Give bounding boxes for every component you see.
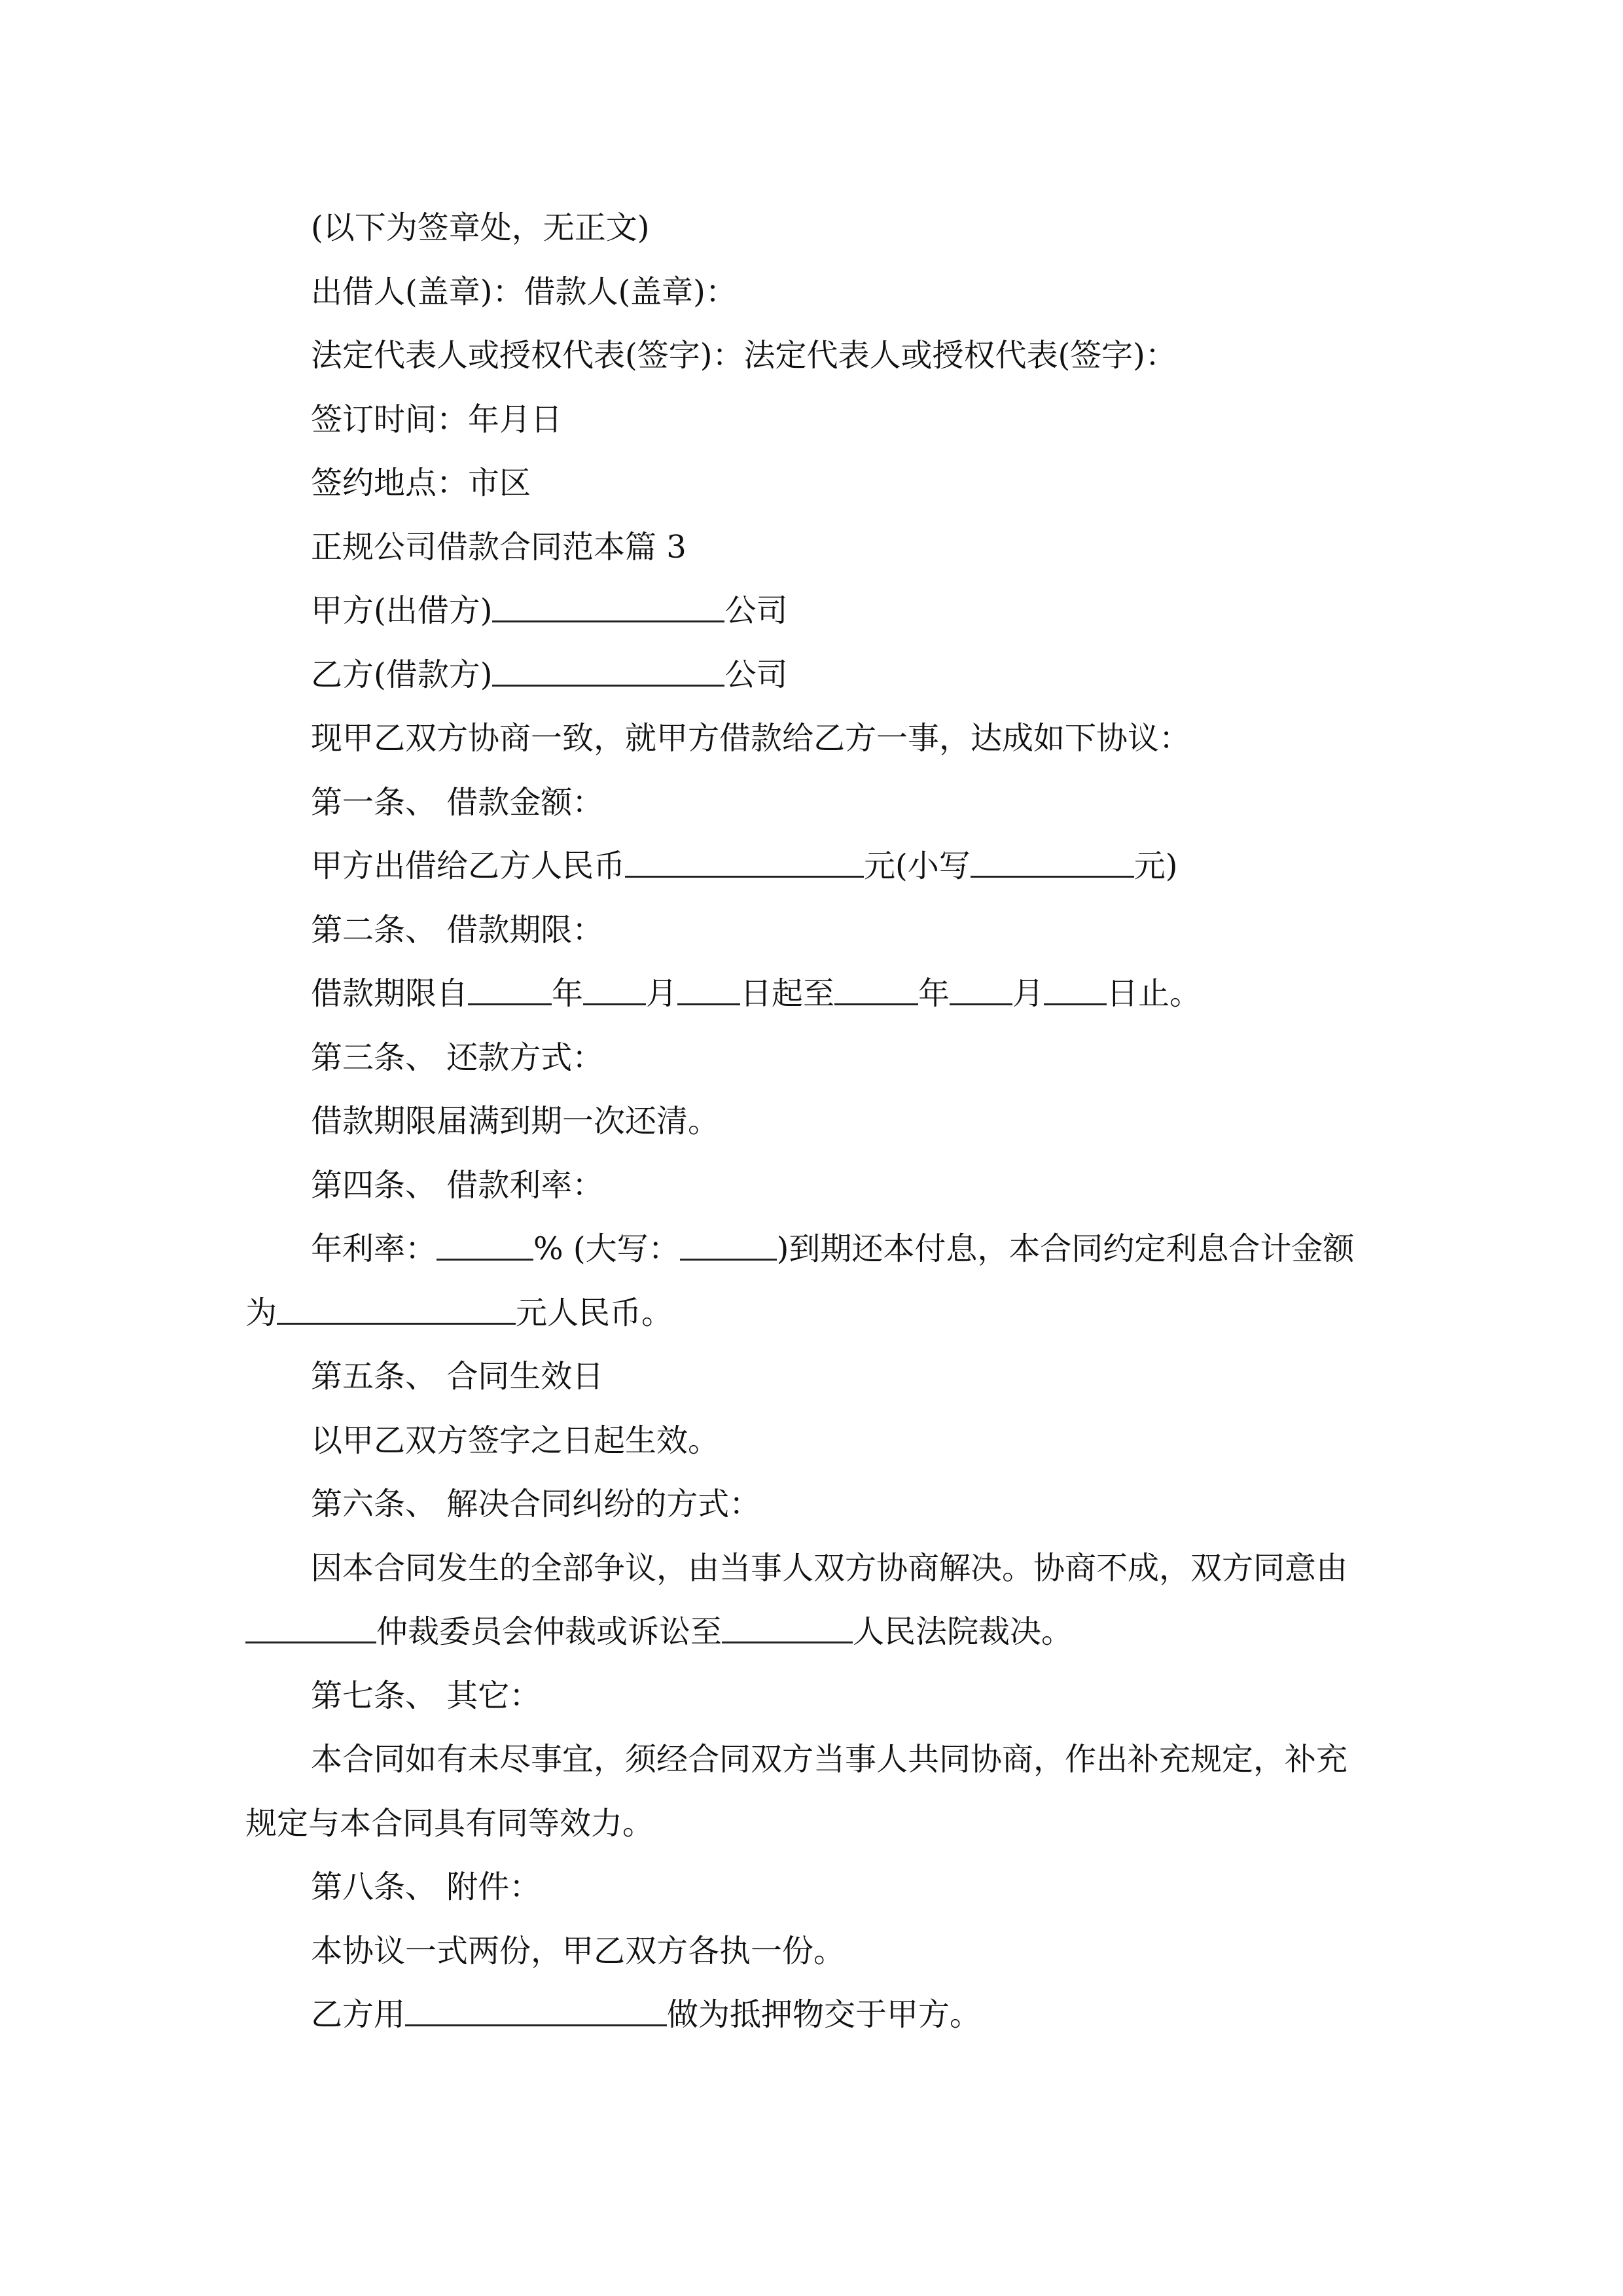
party-b-line: 乙方(借款方) 公司: [311, 656, 788, 693]
repayment-method: 借款期限届满到期一次还清。: [311, 1103, 720, 1139]
dispute-resolution-text: 因本合同发生的全部争议，由当事人双方协商解决。协商不成，双方同意由: [311, 1549, 1348, 1587]
document-body: [245, 196, 1381, 2047]
start-year-blank[interactable]: [468, 977, 552, 1005]
interest-rate-line: 年利率： % (大写： )到期还本付息，本合同约定利息合计金额: [311, 1230, 1355, 1267]
amount-rmb-blank[interactable]: [625, 850, 864, 878]
interest-total-blank[interactable]: [277, 1297, 516, 1325]
party-a-blank[interactable]: [492, 594, 724, 622]
rate-blank[interactable]: [437, 1232, 533, 1261]
section-title: 正规公司借款合同范本篇 3: [311, 528, 687, 565]
supplement-text: 本合同如有未尽事宜，须经合同双方当事人共同协商，作出补充规定，补充: [311, 1741, 1348, 1778]
representative-signature: 法定代表人或授权代表(签字)：法定代表人或授权代表(签字)：: [311, 337, 1177, 374]
copies-text: 本协议一式两份，甲乙双方各执一份。: [311, 1932, 846, 1969]
collateral-line: 乙方用 做为抵押物交于甲方。: [311, 1996, 982, 2033]
rate-uppercase-blank[interactable]: [680, 1232, 777, 1261]
article-2-heading: 第二条、 借款期限：: [311, 911, 604, 948]
article-8-heading: 第八条、 附件：: [311, 1869, 541, 1905]
article-3-heading: 第三条、 还款方式：: [311, 1039, 604, 1076]
start-month-blank[interactable]: [583, 977, 646, 1005]
end-month-blank[interactable]: [950, 977, 1012, 1005]
article-5-heading: 第五条、 合同生效日: [311, 1358, 604, 1395]
arbitration-line: 仲裁委员会仲裁或诉讼至 人民法院裁决。: [245, 1600, 1381, 1664]
party-a-line: 甲方(出借方) 公司: [311, 592, 788, 629]
interest-total-line: 为 元人民币。: [245, 1294, 673, 1331]
supplement-text-continued: 规定与本合同具有同等效力。: [245, 1804, 654, 1842]
article-6-heading: 第六条、 解决合同纠纷的方式：: [311, 1486, 761, 1522]
amount-lowercase-blank[interactable]: [971, 850, 1134, 878]
collateral-blank[interactable]: [405, 1998, 667, 2026]
signature-note: (以下为签章处，无正文): [311, 209, 650, 246]
article-1-heading: 第一条、 借款金额：: [311, 783, 604, 821]
article-7-heading: 第七条、 其它：: [311, 1677, 541, 1714]
end-year-blank[interactable]: [834, 977, 918, 1005]
signing-place: 签约地点：市区: [311, 465, 531, 501]
end-day-blank[interactable]: [1044, 977, 1107, 1005]
agreement-intro: 现甲乙双方协商一致，就甲方借款给乙方一事，达成如下协议：: [311, 720, 1191, 757]
court-blank[interactable]: [722, 1615, 853, 1643]
loan-term-line: 借款期限自 年 月 日起至 年 月 日止。: [311, 975, 1202, 1012]
start-day-blank[interactable]: [677, 977, 740, 1005]
lender-borrower-seal: 出借人(盖章)：借款人(盖章)：: [311, 273, 737, 310]
article-4-heading: 第四条、 借款利率：: [311, 1166, 604, 1204]
party-b-blank[interactable]: [492, 658, 724, 687]
effective-date: 以甲乙双方签字之日起生效。: [311, 1422, 720, 1459]
arbitration-committee-blank[interactable]: [245, 1615, 376, 1643]
signing-time: 签订时间：年月日: [311, 401, 563, 438]
loan-amount-line: 甲方出借给乙方人民币 元(小写 元): [311, 848, 1178, 884]
